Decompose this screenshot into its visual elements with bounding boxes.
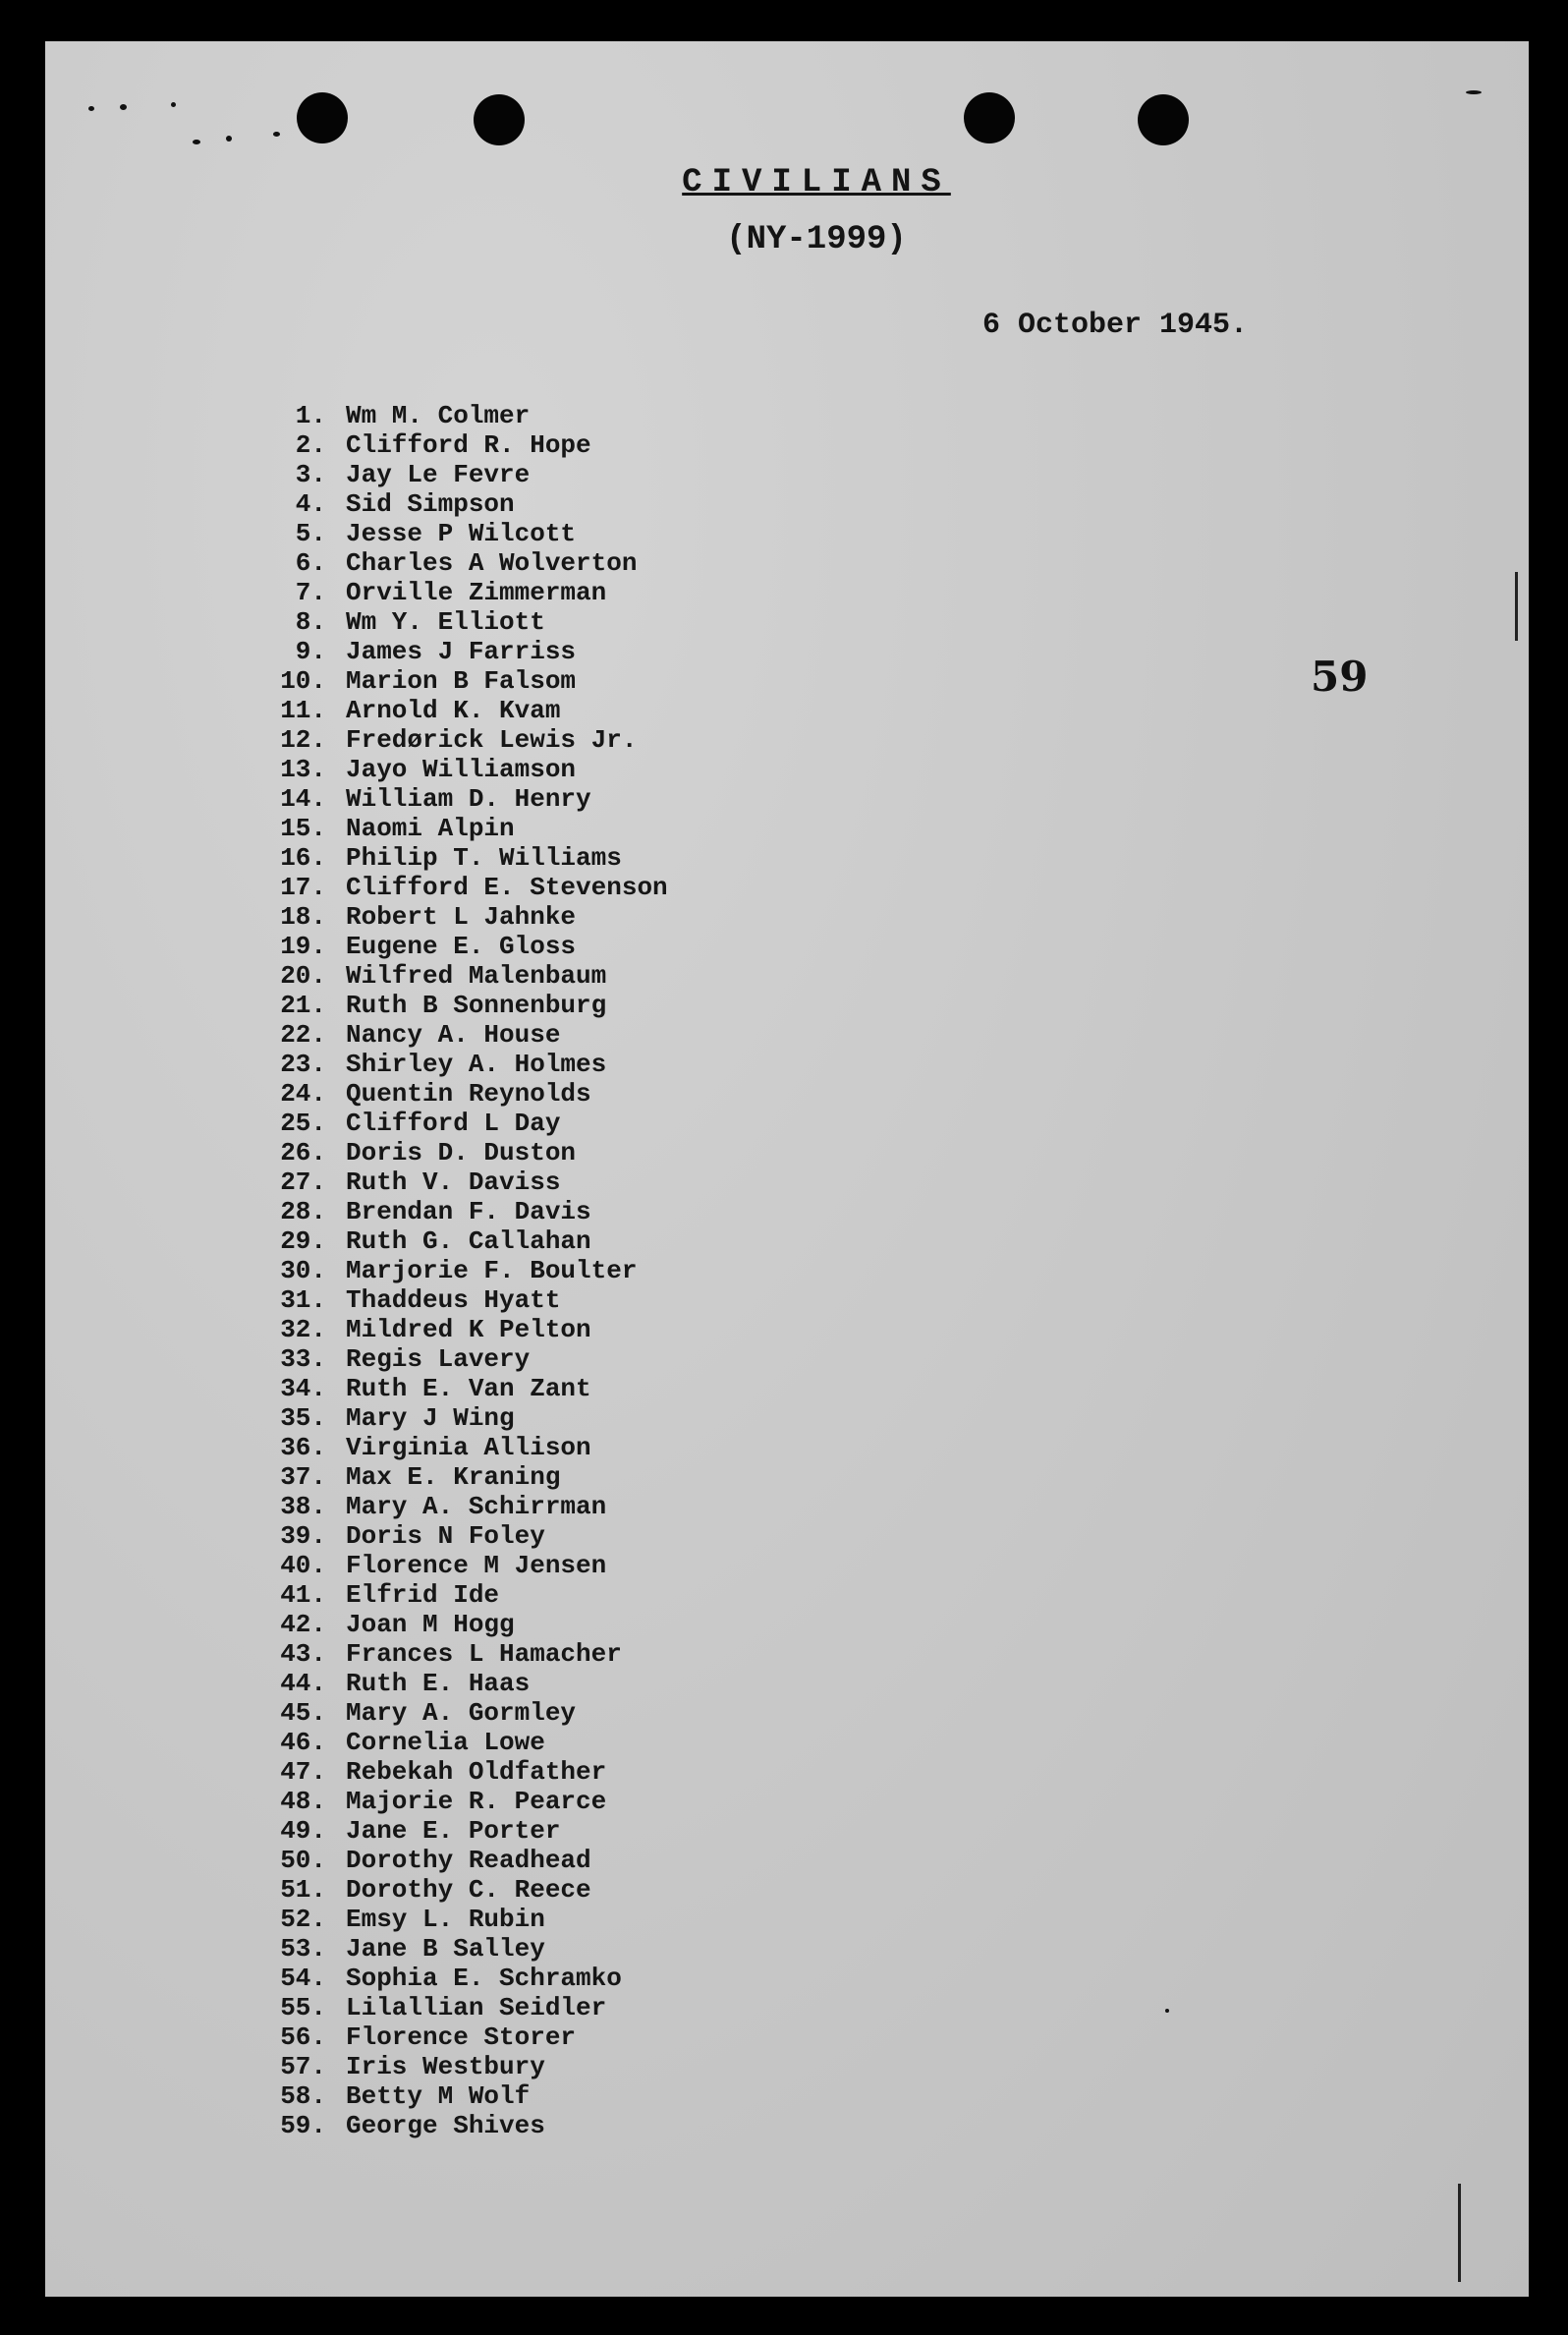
ink-speck: [273, 132, 280, 137]
entry-number: 55.: [280, 1993, 326, 2022]
entry-name: Florence M Jensen: [346, 1551, 607, 1580]
list-item: [271, 1875, 668, 1905]
entry-number: 14.: [280, 784, 326, 814]
page-number: 59: [1311, 653, 1369, 701]
entry-name: Dorothy Readhead: [346, 1846, 591, 1875]
entry-number: 36.: [280, 1433, 326, 1462]
entry-name: Jesse P Wilcott: [346, 519, 577, 548]
list-item: [271, 1462, 668, 1492]
list-item: [271, 1020, 668, 1050]
entry-number: 10.: [280, 666, 326, 696]
list-item: [271, 873, 668, 902]
entry-name: Rebekah Oldfather: [346, 1757, 607, 1787]
entry-number: 8.: [295, 607, 326, 637]
entry-number: 25.: [280, 1109, 326, 1138]
entry-name: Iris Westbury: [346, 2052, 545, 2081]
list-item: [271, 1168, 668, 1197]
entry-name: Lilallian Seidler: [346, 1993, 607, 2022]
entry-name: Betty M Wolf: [346, 2081, 531, 2111]
list-item: [271, 401, 668, 430]
entry-name: Majorie R. Pearce: [346, 1787, 607, 1816]
entry-number: 9.: [295, 637, 326, 666]
entry-number: 22.: [280, 1020, 326, 1050]
entry-number: 23.: [280, 1050, 326, 1079]
entry-number: 29.: [280, 1226, 326, 1256]
entry-name: Wm Y. Elliott: [346, 607, 545, 637]
entry-number: 20.: [280, 961, 326, 991]
entry-name: Dorothy C. Reece: [346, 1875, 591, 1905]
list-item: [271, 2022, 668, 2052]
entry-number: 15.: [280, 814, 326, 843]
entry-number: 27.: [280, 1168, 326, 1197]
entry-number: 59.: [280, 2111, 326, 2140]
entry-number: 18.: [280, 902, 326, 932]
entry-number: 44.: [280, 1669, 326, 1698]
ink-speck: [120, 104, 127, 110]
entry-number: 24.: [280, 1079, 326, 1109]
document-title: CIVILIANS: [682, 164, 951, 201]
scan-streak: [1458, 2184, 1461, 2282]
list-item: [271, 1846, 668, 1875]
list-item: [271, 755, 668, 784]
punch-hole: [297, 92, 348, 143]
entry-number: 46.: [280, 1728, 326, 1757]
entry-name: Ruth E. Haas: [346, 1669, 531, 1698]
list-item: [271, 1109, 668, 1138]
ink-speck: [1466, 90, 1482, 94]
list-item: [271, 1138, 668, 1168]
entry-name: Doris N Foley: [346, 1521, 545, 1551]
list-item: [271, 489, 668, 519]
entry-number: 19.: [280, 932, 326, 961]
list-item: [271, 2111, 668, 2140]
entry-name: Florence Storer: [346, 2022, 577, 2052]
list-item: [271, 1816, 668, 1846]
list-item: [271, 1315, 668, 1344]
entry-name: Ruth E. Van Zant: [346, 1374, 591, 1403]
entry-number: 58.: [280, 2081, 326, 2111]
entry-name: Mary J Wing: [346, 1403, 515, 1433]
entry-name: Naomi Alpin: [346, 814, 515, 843]
list-item: [271, 1757, 668, 1787]
list-item: [271, 2052, 668, 2081]
entry-name: Regis Lavery: [346, 1344, 531, 1374]
scan-streak: [1515, 572, 1518, 641]
list-item: [271, 1374, 668, 1403]
entry-name: Orville Zimmerman: [346, 578, 607, 607]
document-subtitle: (NY-1999): [726, 221, 907, 258]
list-item: [271, 1050, 668, 1079]
list-item: [271, 1433, 668, 1462]
entry-name: Marjorie F. Boulter: [346, 1256, 638, 1285]
entry-number: 2.: [295, 430, 326, 460]
entry-number: 30.: [280, 1256, 326, 1285]
list-item: [271, 1344, 668, 1374]
list-item: [271, 1905, 668, 1934]
entry-number: 42.: [280, 1610, 326, 1639]
list-item: [271, 1285, 668, 1315]
list-item: [271, 1256, 668, 1285]
ink-speck: [226, 136, 232, 142]
list-item: [271, 814, 668, 843]
entry-number: 49.: [280, 1816, 326, 1846]
entry-name: Ruth G. Callahan: [346, 1226, 591, 1256]
list-item: [271, 1964, 668, 1993]
ink-speck: [1165, 2009, 1169, 2013]
entry-name: Clifford E. Stevenson: [346, 873, 668, 902]
entry-number: 5.: [295, 519, 326, 548]
entry-name: Jay Le Fevre: [346, 460, 531, 489]
list-item: [271, 519, 668, 548]
entry-number: 31.: [280, 1285, 326, 1315]
entry-number: 26.: [280, 1138, 326, 1168]
list-item: [271, 961, 668, 991]
list-item: [271, 843, 668, 873]
entry-name: Brendan F. Davis: [346, 1197, 591, 1226]
entry-name: Ruth V. Daviss: [346, 1168, 561, 1197]
entry-number: 12.: [280, 725, 326, 755]
entry-name: Joan M Hogg: [346, 1610, 515, 1639]
entry-number: 17.: [280, 873, 326, 902]
list-item: [271, 932, 668, 961]
entry-number: 56.: [280, 2022, 326, 2052]
entry-number: 41.: [280, 1580, 326, 1610]
entry-number: 3.: [295, 460, 326, 489]
entry-name: Robert L Jahnke: [346, 902, 577, 932]
entry-number: 38.: [280, 1492, 326, 1521]
entry-number: 45.: [280, 1698, 326, 1728]
entry-number: 34.: [280, 1374, 326, 1403]
entry-name: Charles A Wolverton: [346, 548, 638, 578]
entry-name: Arnold K. Kvam: [346, 696, 561, 725]
entry-name: Clifford L Day: [346, 1109, 561, 1138]
entry-number: 37.: [280, 1462, 326, 1492]
entry-number: 7.: [295, 578, 326, 607]
list-item: [271, 1521, 668, 1551]
list-item: [271, 1226, 668, 1256]
list-item: [271, 607, 668, 637]
entry-name: Virginia Allison: [346, 1433, 591, 1462]
entry-name: Philip T. Williams: [346, 843, 622, 873]
entry-number: 28.: [280, 1197, 326, 1226]
entry-name: Max E. Kraning: [346, 1462, 561, 1492]
list-item: [271, 1993, 668, 2022]
entry-name: Fredørick Lewis Jr.: [346, 725, 638, 755]
entry-number: 43.: [280, 1639, 326, 1669]
punch-hole: [1138, 94, 1189, 145]
entry-name: Sophia E. Schramko: [346, 1964, 622, 1993]
entry-name: James J Farriss: [346, 637, 577, 666]
entry-name: Quentin Reynolds: [346, 1079, 591, 1109]
entry-name: Shirley A. Holmes: [346, 1050, 607, 1079]
entry-name: Mary A. Gormley: [346, 1698, 577, 1728]
list-item: [271, 1079, 668, 1109]
list-item: [271, 1934, 668, 1964]
entry-number: 16.: [280, 843, 326, 873]
entry-name: Doris D. Duston: [346, 1138, 577, 1168]
list-item: [271, 784, 668, 814]
entry-number: 4.: [295, 489, 326, 519]
entry-number: 35.: [280, 1403, 326, 1433]
entry-name: Jane E. Porter: [346, 1816, 561, 1846]
punch-hole: [964, 92, 1015, 143]
entry-number: 51.: [280, 1875, 326, 1905]
ink-speck: [88, 106, 94, 111]
list-item: [271, 1197, 668, 1226]
entry-name: Ruth B Sonnenburg: [346, 991, 607, 1020]
list-item: [271, 1669, 668, 1698]
entry-number: 52.: [280, 1905, 326, 1934]
entry-number: 33.: [280, 1344, 326, 1374]
entry-name: Wm M. Colmer: [346, 401, 531, 430]
entry-name: George Shives: [346, 2111, 545, 2140]
document-date: 6 October 1945.: [982, 309, 1249, 342]
entry-name: Mary A. Schirrman: [346, 1492, 607, 1521]
entry-name: Frances L Hamacher: [346, 1639, 622, 1669]
entry-name: Nancy A. House: [346, 1020, 561, 1050]
list-item: [271, 637, 668, 666]
entry-number: 50.: [280, 1846, 326, 1875]
entry-name: Sid Simpson: [346, 489, 515, 519]
ink-speck: [193, 140, 200, 144]
entry-name: Jayo Williamson: [346, 755, 577, 784]
list-item: [271, 666, 668, 696]
list-item: [271, 991, 668, 1020]
entry-name: Cornelia Lowe: [346, 1728, 545, 1757]
list-item: [271, 2081, 668, 2111]
list-item: [271, 1728, 668, 1757]
list-item: [271, 1551, 668, 1580]
entry-number: 21.: [280, 991, 326, 1020]
document-page: [45, 41, 1529, 2297]
entry-number: 39.: [280, 1521, 326, 1551]
entry-number: 11.: [280, 696, 326, 725]
entry-name: Clifford R. Hope: [346, 430, 591, 460]
civilian-list: [271, 401, 668, 2140]
entry-name: Mildred K Pelton: [346, 1315, 591, 1344]
entry-name: Marion B Falsom: [346, 666, 577, 696]
entry-number: 1.: [295, 401, 326, 430]
list-item: [271, 548, 668, 578]
entry-number: 32.: [280, 1315, 326, 1344]
list-item: [271, 1580, 668, 1610]
punch-hole: [474, 94, 525, 145]
list-item: [271, 1787, 668, 1816]
list-item: [271, 696, 668, 725]
list-item: [271, 430, 668, 460]
entry-number: 48.: [280, 1787, 326, 1816]
entry-name: Eugene E. Gloss: [346, 932, 577, 961]
entry-name: Elfrid Ide: [346, 1580, 500, 1610]
entry-number: 47.: [280, 1757, 326, 1787]
ink-speck: [171, 102, 176, 107]
entry-name: Thaddeus Hyatt: [346, 1285, 561, 1315]
list-item: [271, 1492, 668, 1521]
list-item: [271, 725, 668, 755]
entry-number: 54.: [280, 1964, 326, 1993]
entry-number: 13.: [280, 755, 326, 784]
list-item: [271, 460, 668, 489]
list-item: [271, 1639, 668, 1669]
entry-number: 57.: [280, 2052, 326, 2081]
entry-name: Jane B Salley: [346, 1934, 545, 1964]
list-item: [271, 1403, 668, 1433]
entry-number: 40.: [280, 1551, 326, 1580]
entry-number: 6.: [295, 548, 326, 578]
entry-name: William D. Henry: [346, 784, 591, 814]
entry-number: 53.: [280, 1934, 326, 1964]
list-item: [271, 1698, 668, 1728]
entry-name: Wilfred Malenbaum: [346, 961, 607, 991]
list-item: [271, 1610, 668, 1639]
entry-name: Emsy L. Rubin: [346, 1905, 545, 1934]
list-item: [271, 902, 668, 932]
list-item: [271, 578, 668, 607]
